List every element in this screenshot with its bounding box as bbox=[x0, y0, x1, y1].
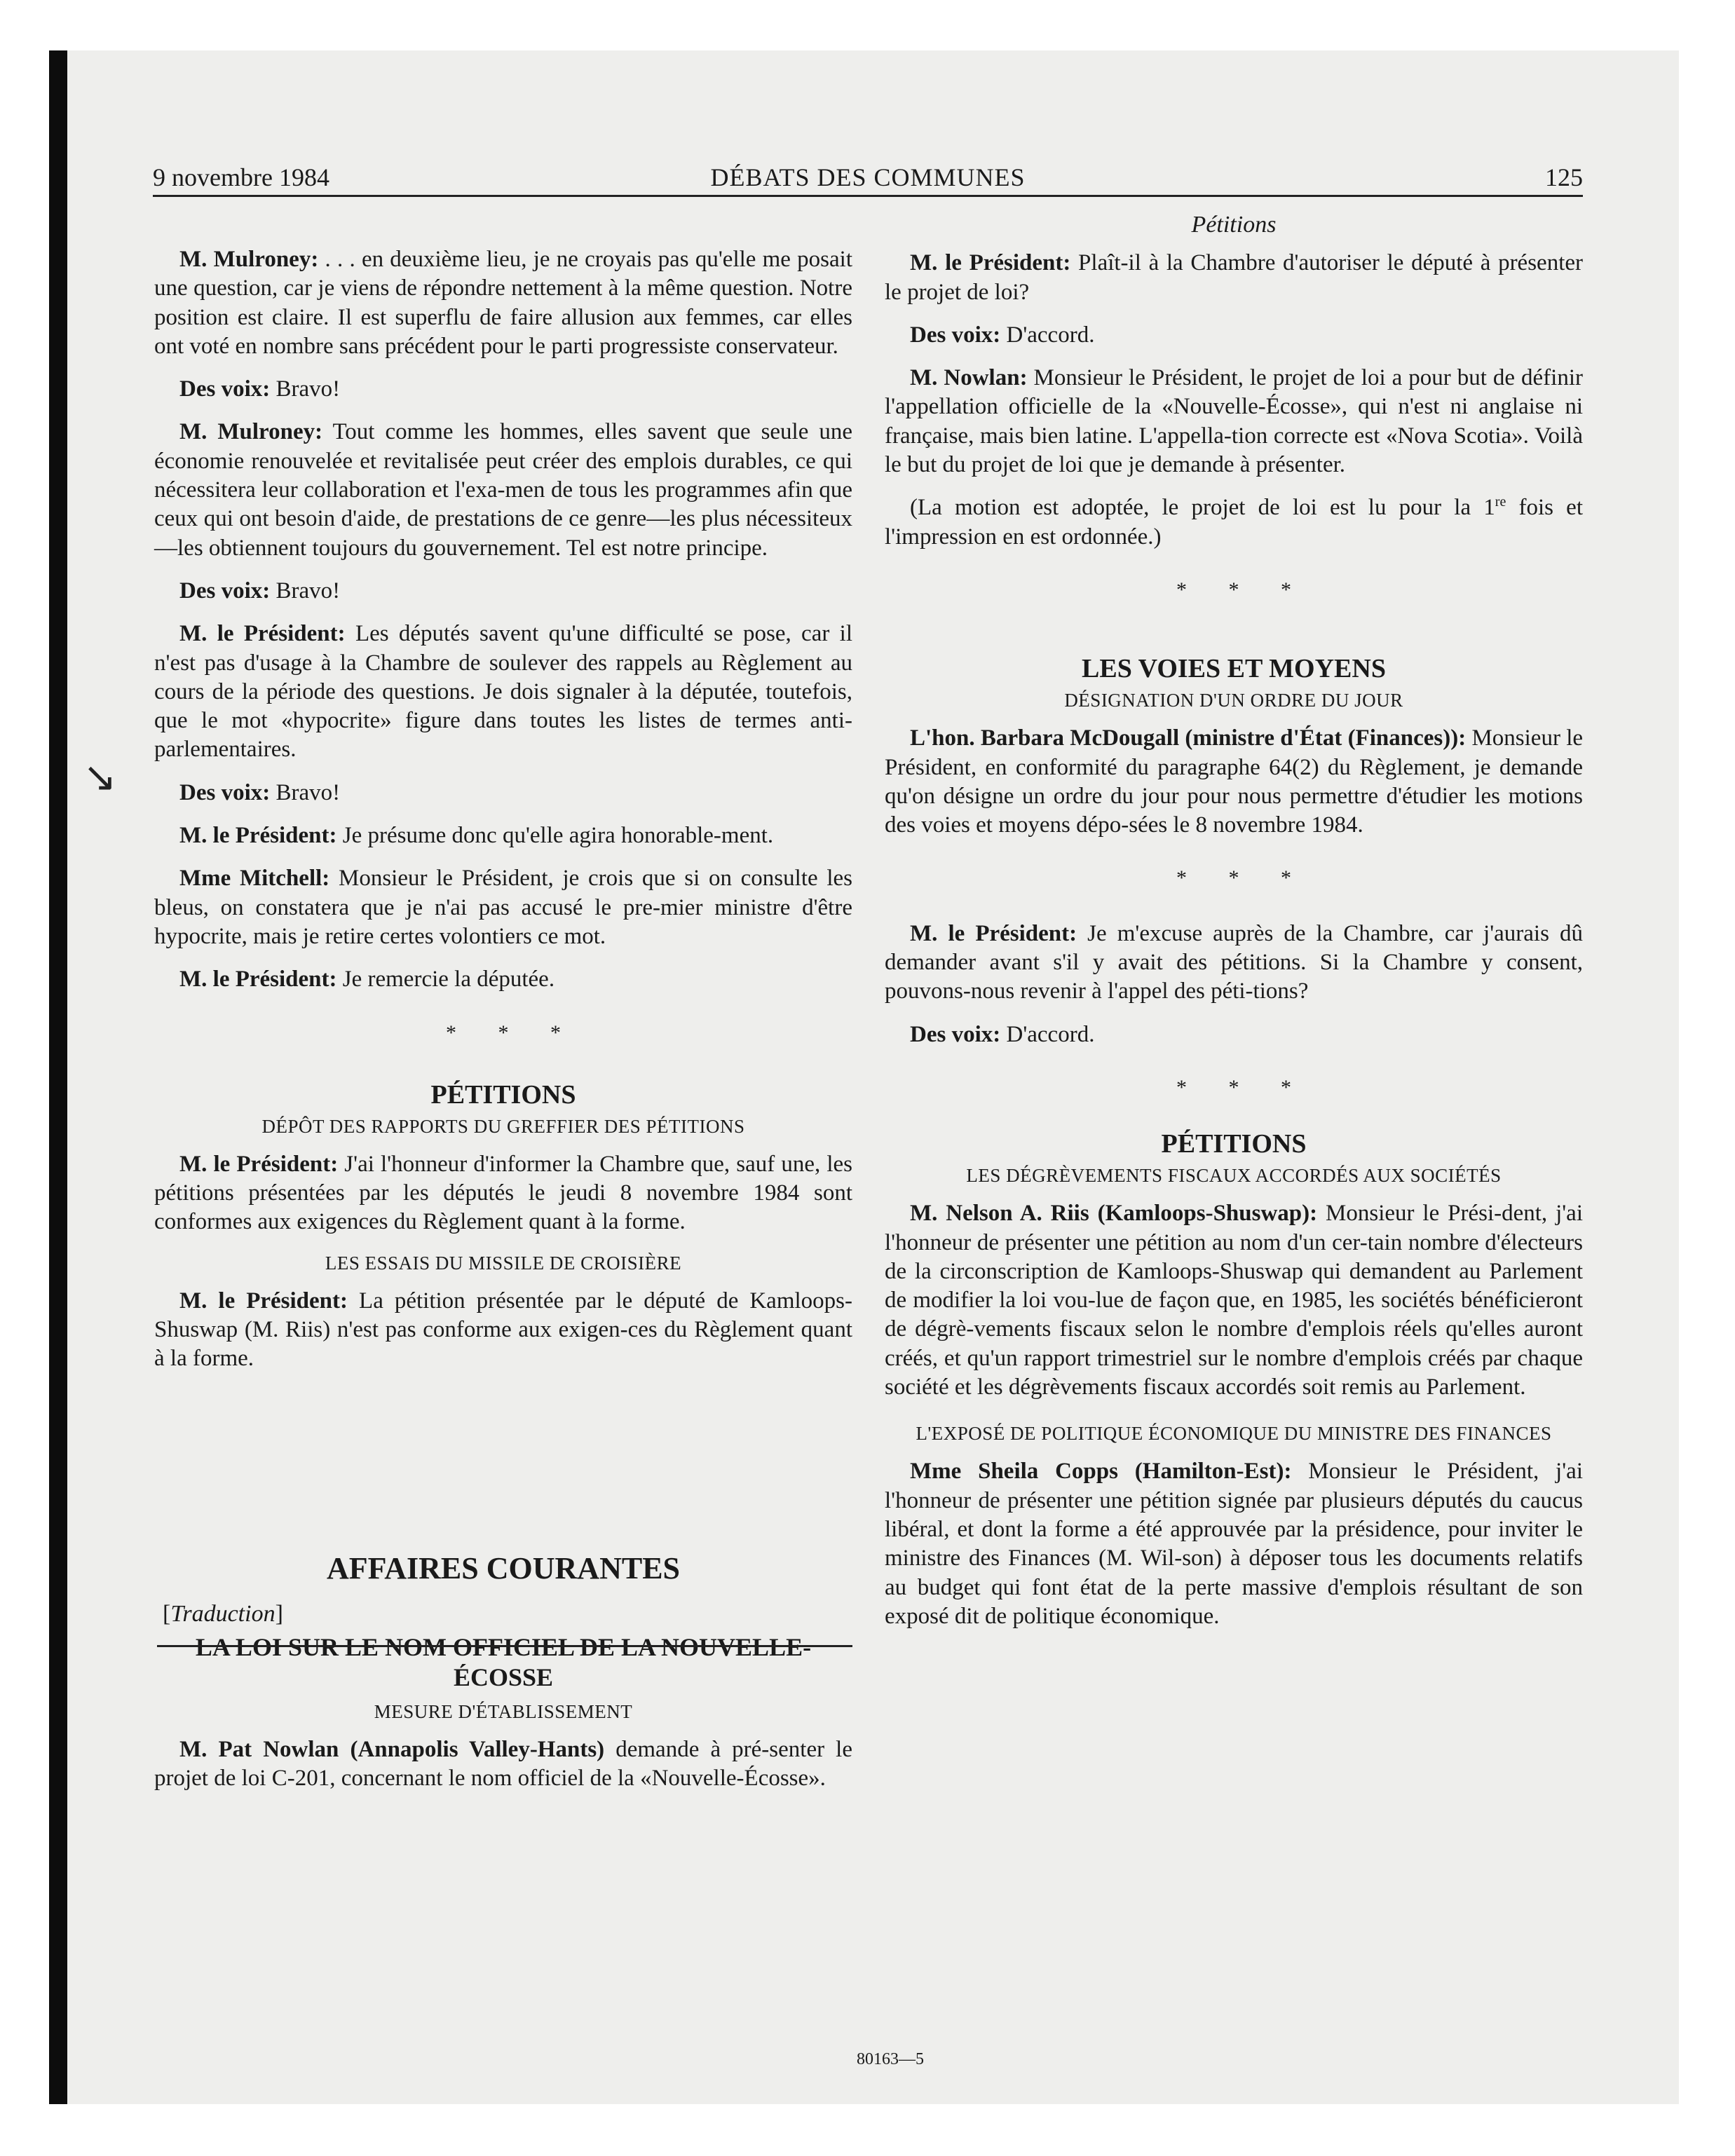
binding-edge bbox=[49, 50, 67, 2104]
speaker: M. Pat Nowlan (Annapolis Valley-Hants) bbox=[179, 1736, 605, 1762]
bill-title: LA LOI SUR LE NOM OFFICIEL DE LA NOUVELLE-ÉCOSSE bbox=[195, 1632, 812, 1691]
margin-arrow-icon: ↘ bbox=[83, 753, 117, 800]
speech-text: demande à pré-senter le projet de loi C-201, concernant le nom officiel de la «Nouvelle-Écosse». bbox=[154, 1736, 852, 1792]
paragraph bbox=[154, 1287, 852, 1374]
page-header bbox=[153, 160, 1583, 197]
paragraph bbox=[154, 965, 852, 994]
speech-text: Monsieur le Président, je crois que si on consulte les bleus, on constatera que je n'ai pas accusé le pre-mier ministre d'être hypocrite, mais je retire certes volontiers ce mot. bbox=[154, 866, 853, 949]
paragraph bbox=[154, 245, 852, 361]
paragraph bbox=[885, 1021, 1583, 1049]
subsection-heading: LES ESSAIS DU MISSILE DE CROISIÈRE bbox=[325, 1252, 682, 1274]
speech-text: Monsieur le Président, en conformité du paragraphe 64(2) du Règlement, je demande qu'on désigne un ordre du jour pour nous permettre d'étudier les motions des voies et moyens dépo-sées le 8 novembre 1984. bbox=[885, 725, 1584, 838]
paragraph bbox=[154, 1150, 852, 1237]
paragraph bbox=[885, 1457, 1583, 1631]
speech-text: . . . en deuxième lieu, je ne croyais pas qu'elle me posait une question, car je viens de répondre nettement à la même question. Notre position est claire. Il est superflu de faire allusion aux femmes, car elles ont voté en nombre sans précédent pour le parti progressiste conservateur. bbox=[154, 247, 853, 359]
motion-text: fois et l'impression en est ordonnée.) bbox=[885, 495, 1583, 550]
section-heading: PÉTITIONS bbox=[1161, 1129, 1307, 1159]
paragraph bbox=[154, 620, 852, 764]
speaker: M. le Président: bbox=[179, 621, 346, 647]
speaker: M. le Président: bbox=[179, 967, 337, 992]
subsection-heading: LES DÉGRÈVEMENTS FISCAUX ACCORDÉS AUX SOCIÉTÉS bbox=[966, 1165, 1502, 1187]
speaker: Des voix: bbox=[179, 779, 271, 805]
section-heading: PÉTITIONS bbox=[430, 1079, 576, 1110]
speech-text: Monsieur le Prési-dent, j'ai l'honneur de présenter une pétition au nom d'un cer-tain nombre d'électeurs de la circonscription de Kamloops-Shuswap qui demandent au Parlement de modifier la loi vou-lue de façon que, en 1985, les sociétés bénéficieront de dégrè-vements fiscaux selon le nombre d'emplois réels qu'elles auront créés, et qu'un rapport trimestriel sur le nombre d'emplois créés par chaque société et les dégrèvements fiscaux accordés soit remis au Parlement. bbox=[885, 1201, 1583, 1400]
subsection-heading: DÉSIGNATION D'UN ORDRE DU JOUR bbox=[1064, 690, 1403, 711]
section-separator: * * * bbox=[1176, 578, 1309, 601]
speaker: M. le Président: bbox=[179, 823, 337, 849]
speech-text: Je remercie la députée. bbox=[336, 967, 555, 992]
paragraph bbox=[885, 493, 1583, 552]
speaker: Mme Sheila Copps (Hamilton-Est): bbox=[910, 1459, 1292, 1485]
paragraph bbox=[885, 724, 1583, 840]
section-heading: AFFAIRES COURANTES bbox=[326, 1550, 681, 1585]
page-footer-code: 80163—5 bbox=[857, 2050, 924, 2068]
paragraph bbox=[885, 920, 1583, 1007]
speaker: L'hon. Barbara McDougall (ministre d'État (Finances)): bbox=[910, 725, 1467, 751]
motion-text: (La motion est adoptée, le projet de loi est lu pour la 1 bbox=[910, 495, 1495, 521]
paragraph bbox=[154, 375, 852, 404]
subsection-heading: L'EXPOSÉ DE POLITIQUE ÉCONOMIQUE DU MINISTRE DES FINANCES bbox=[916, 1423, 1552, 1445]
speaker: M. le Président: bbox=[179, 1288, 348, 1314]
speech-text: D'accord. bbox=[1000, 1021, 1095, 1047]
speaker: M. le Président: bbox=[179, 1151, 339, 1177]
translation-label: Traduction bbox=[170, 1600, 275, 1627]
paragraph bbox=[885, 1199, 1583, 1402]
section-separator: * * * bbox=[446, 1021, 579, 1044]
horizontal-rule bbox=[157, 1645, 852, 1647]
speech-text: Les députés savent qu'une difficulté se pose, car il n'est pas d'usage à la Chambre de soulever des rappels au Règlement au cours de la période des questions. Je dois signaler à la députée, toutefois, que le mot «hypocrite» figure dans toutes les listes de termes anti-parlementaires. bbox=[154, 621, 852, 763]
speech-text: Tout comme les hommes, elles savent que seule une économie renouvelée et revitalisée peut créer des emplois durables, ce qui nécessitera leur collaboration et l'exa-men de tous les programmes afin que ceux qui ont besoin d'aide, de prestations de ce genre—les plus nécessiteux—les obtiennent toujours du gouvernement. Tel est notre principe. bbox=[154, 419, 852, 561]
header-date: 9 novembre 1984 bbox=[153, 163, 329, 191]
translation-note: [Traduction] bbox=[163, 1600, 283, 1627]
header-title: DÉBATS DES COMMUNES bbox=[710, 163, 1026, 191]
speech-text: Je m'excuse auprès de la Chambre, car j'aurais dû demander avant s'il y avait des pétitions. Si la Chambre y consent, pouvons-nous revenir à l'appel des péti-tions? bbox=[885, 920, 1583, 1004]
section-heading: LES VOIES ET MOYENS bbox=[1082, 654, 1386, 684]
speaker: M. Mulroney: bbox=[179, 247, 319, 272]
paragraph bbox=[154, 779, 852, 807]
speaker: M. Mulroney: bbox=[179, 419, 323, 445]
paragraph bbox=[154, 418, 852, 562]
speaker: Des voix: bbox=[179, 376, 271, 402]
speech-text: Monsieur le Président, le projet de loi a pour but de définir l'appellation officielle de la «Nouvelle-Écosse», qui n'est ni anglaise ni française, mais bien latine. L'appella-tion correcte est «Nova Scotia». Voilà le but du projet de loi que je demande à présenter. bbox=[885, 365, 1583, 478]
speech-text: J'ai l'honneur d'informer la Chambre que, sauf une, les pétitions présentées par les députés le jeudi 8 novembre 1984 sont conformes aux exigences du Règlement quant à la forme. bbox=[154, 1151, 852, 1235]
section-separator: * * * bbox=[1176, 1075, 1309, 1099]
subsection-heading: MESURE D'ÉTABLISSEMENT bbox=[374, 1700, 633, 1722]
speech-text: Plaît-il à la Chambre d'autoriser le député à présenter le projet de loi? bbox=[885, 250, 1583, 305]
speech-text: Bravo! bbox=[270, 779, 341, 805]
section-label: Pétitions bbox=[1191, 212, 1277, 238]
header-page-number: 125 bbox=[1545, 163, 1583, 191]
speaker: Des voix: bbox=[179, 578, 271, 603]
paragraph bbox=[154, 1735, 852, 1794]
speaker: M. le Président: bbox=[910, 920, 1077, 946]
paragraph bbox=[154, 577, 852, 606]
speaker: Des voix: bbox=[910, 1021, 1001, 1047]
speaker: M. Nowlan: bbox=[910, 365, 1028, 391]
paragraph bbox=[885, 249, 1583, 307]
speech-text: Bravo! bbox=[270, 376, 341, 402]
speaker: Des voix: bbox=[910, 322, 1001, 348]
spacer bbox=[154, 1388, 852, 1550]
right-column bbox=[885, 210, 1583, 1645]
speaker: Mme Mitchell: bbox=[179, 866, 330, 892]
speaker: M. Nelson A. Riis (Kamloops-Shuswap): bbox=[910, 1201, 1318, 1227]
subsection-heading: DÉPÔT DES RAPPORTS DU GREFFIER DES PÉTITIONS bbox=[261, 1115, 745, 1137]
speech-text: Bravo! bbox=[270, 578, 341, 603]
paragraph bbox=[154, 821, 852, 850]
paragraph bbox=[885, 321, 1583, 350]
paragraph bbox=[885, 364, 1583, 479]
left-column bbox=[154, 245, 852, 1808]
speaker: M. le Président: bbox=[910, 250, 1071, 276]
speech-text: D'accord. bbox=[1000, 322, 1095, 348]
speech-text: Monsieur le Président, j'ai l'honneur de présenter une pétition signée par plusieurs députés du caucus libéral, et dont la forme a été approuvée par la présidence, pour inviter le ministre des Finances (M. Wil-son) à déposer tous les documents relatifs au budget qui font état de la perte massive d'emplois résultant de son exposé dit de politique économique. bbox=[885, 1459, 1583, 1629]
section-separator: * * * bbox=[1176, 866, 1309, 890]
superscript: re bbox=[1495, 494, 1506, 510]
speech-text: La pétition présentée par le député de Kamloops-Shuswap (M. Riis) n'est pas conforme aux exigen-ces du Règlement quant à la forme. bbox=[154, 1288, 853, 1372]
speech-text: Je présume donc qu'elle agira honorable-ment. bbox=[336, 823, 774, 849]
paragraph bbox=[154, 864, 852, 951]
